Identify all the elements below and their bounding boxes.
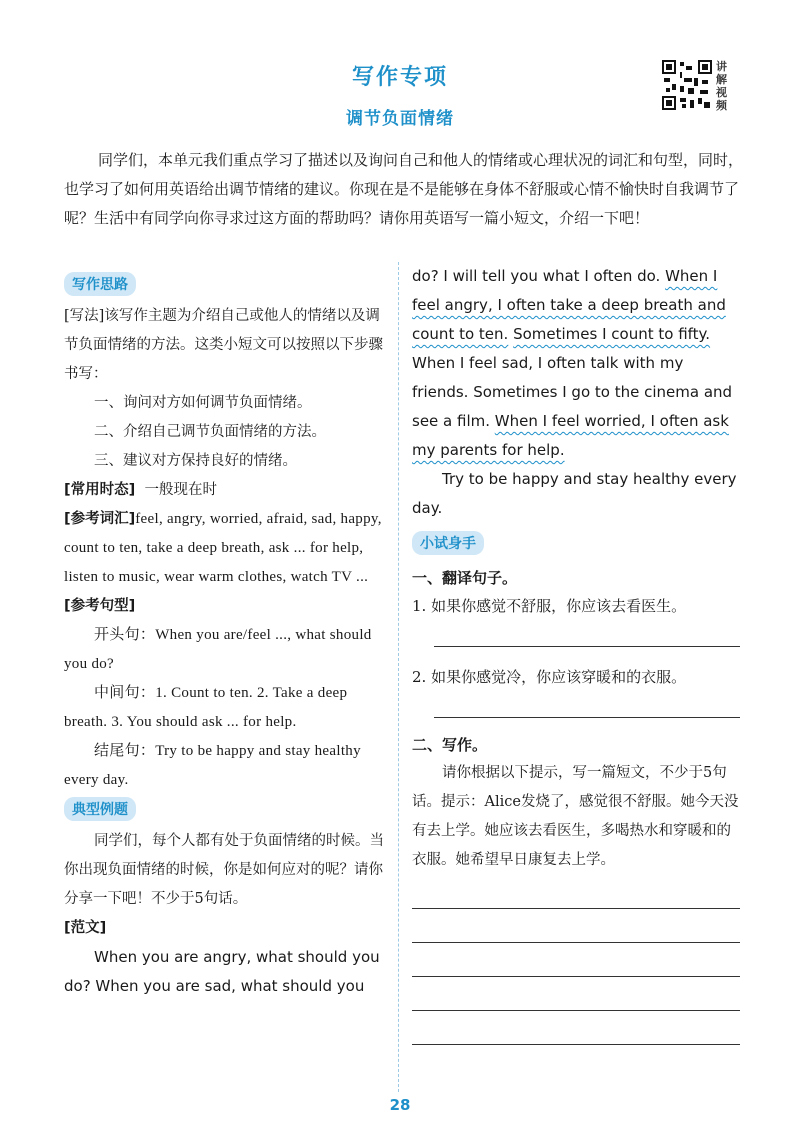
page-subtitle: 调节负面情绪 [346,109,454,129]
writing-line-1[interactable] [412,908,740,909]
badge-writing-ideas: 写作思路 [64,272,136,296]
qr-label: 讲解视频 [716,60,727,112]
tense-text: 一般现在时 [144,482,217,498]
middle-sentence: 中间句：1. Count to ten. 2. Take a deep breath. 3. You should ask ... for help. [64,685,348,730]
model-underline-3: When I feel worried, I often ask my parents for help. [412,412,729,459]
model-cont-1: do? I will tell you what I often do. [412,267,661,285]
left-column [64,270,390,1001]
tense-line [64,476,390,505]
step-3: 三、建议对方保持良好的情绪。 [94,453,297,469]
opening-sentence: 开头句：When you are/feel ..., what should you do? [64,627,372,672]
page-number: 28 [389,1096,411,1114]
writing-line-5[interactable] [412,1044,740,1045]
writing-prompt: 请你根据以下提示，写一篇短文，不少于5句话。提示：Alice发烧了，感觉很不舒服。她今天没有去上学。她应该去看医生，多喝热水和穿暖和的衣服。她希望早日康复去上学。 [412,765,739,868]
writing-line-3[interactable] [412,976,740,977]
question-2: 2. 如果你感觉冷，你应该穿暖和的衣服。 [412,668,687,686]
answer-line-1[interactable] [434,646,740,647]
vocab-text: feel, angry, worried, afraid, sad, happy, count to ten, take a deep breath, ask ... for help, listen to music, wear warm clothes, watch TV ... [64,511,382,585]
badge-try-yourself: 小试身手 [412,531,484,555]
model-essay-end: Try to be happy and stay healthy every day. [412,470,737,517]
page-title: 写作专项 [351,65,448,90]
model-cont-2: When I feel sad, I often talk with my friends. Sometimes I go to the cinema and see a film. [412,354,733,430]
section-translate: 一、翻译句子。 [412,569,518,587]
section-writing: 二、写作。 [412,736,488,754]
intro-paragraph: 同学们，本单元我们重点学习了描述以及询问自己和他人的情绪或心理状况的词汇和句型，同时，也学习了如何用英语给出调节情绪的建议。你现在是不是能够在身体不舒服或心情不愉快时自我调节了呢？生活中有同学向你寻求过这方面的帮助吗？请你用英语写一篇小短文，介绍一下吧！ [64,151,744,227]
method-tag: [写法] [64,308,105,324]
vocab-paragraph [64,505,390,592]
vocab-tag: [参考词汇] [64,511,136,527]
ending-sentence: 结尾句：Try to be happy and stay healthy every day. [64,743,361,788]
example-prompt: 同学们，每个人都有处于负面情绪的时候。当你出现负面情绪的时候，你是如何应对的呢？请你分享一下吧！不少于5句话。 [64,833,384,907]
question-1: 1. 如果你感觉不舒服，你应该去看医生。 [412,597,687,615]
answer-line-2[interactable] [434,717,740,718]
right-column [412,262,740,1045]
method-text: 该写作主题为介绍自己或他人的情绪以及调节负面情绪的方法。这类小短文可以按照以下步骤书写： [64,308,383,382]
tense-tag: [常用时态] [64,482,136,498]
writing-line-4[interactable] [412,1010,740,1011]
model-underline-2: Sometimes I count to fifty. [513,325,711,343]
model-essay-start: When you are angry, what should you do? When you are sad, what should you [64,948,380,995]
step-2: 二、介绍自己调节负面情绪的方法。 [94,424,326,440]
writing-line-2[interactable] [412,942,740,943]
model-underline-1: When I feel angry, I often take a deep breath and count to ten. [412,267,726,343]
qr-code-icon[interactable] [662,60,712,110]
sentence-tag: [参考句型] [64,598,136,614]
badge-typical-example: 典型例题 [64,797,136,821]
model-essay-continued [412,262,740,465]
column-divider [398,262,399,1092]
method-paragraph [64,302,390,389]
model-tag: [范文] [64,920,107,936]
step-1: 一、询问对方如何调节负面情绪。 [94,395,312,411]
